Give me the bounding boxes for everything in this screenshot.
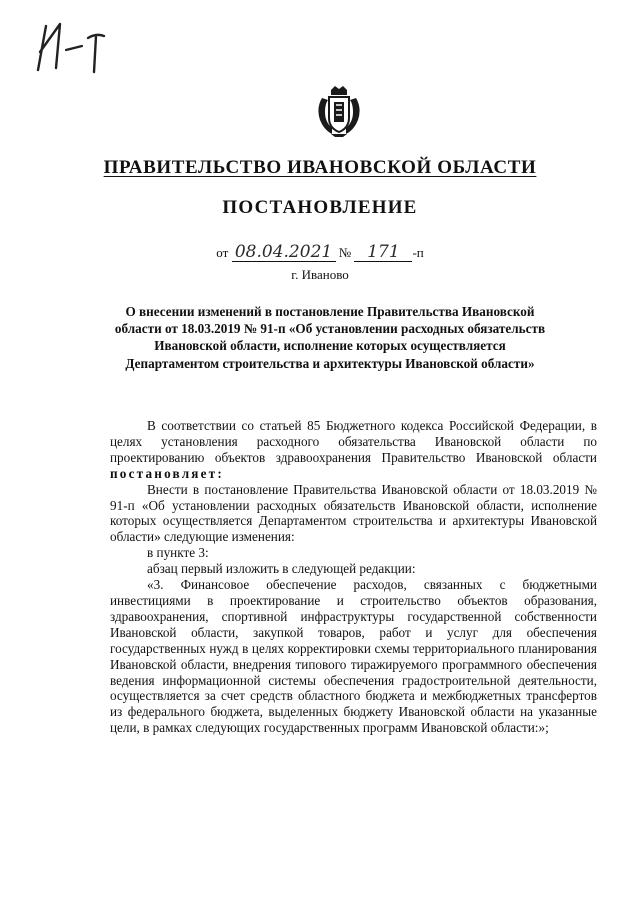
document-type: ПОСТАНОВЛЕНИЕ [222, 197, 418, 218]
date-prefix: от [216, 245, 229, 260]
body-paragraph-2: Внести в постановление Правительства Ивановской области от 18.03.2019 № 91-п «Об установлении расходных обязательств Ивановской области, исполнение которых осуществляется Департаментом строительства и архитектуры Ивановской области» следующие изменения: [110, 481, 597, 545]
body-paragraph-5: «3. Финансовое обеспечение расходов, связанных с бюджетными инвестициями в проектирование и строительство объектов образования, здравоохранения, спортивной инфраструктуры государственной собственности Ивановской области, закупкой товаров, работ и услуг для обеспечения государственных нужд в целях корректировки схемы территориального планирования Ивановской области, внедрения типового тиражируемого программного обеспечения ведения информационной системы обеспечения градостроительной деятельности, осуществляется за счет средств областного бюджета и межбюджетных трансфертов из федерального бюджета, выделенных бюджету Ивановской области на указанные цели, в рамках следующих государственных программ Ивановской области:»; [110, 577, 597, 736]
document-body [110, 418, 597, 736]
coat-of-arms-emblem [314, 84, 364, 138]
handwritten-corner-mark [30, 18, 110, 78]
resolves-word: постановляет: [110, 465, 224, 481]
date-number-line [0, 244, 640, 262]
city-line: г. Иваново [291, 267, 349, 282]
number-sign: № [338, 245, 352, 260]
paragraph-1-text: В соответствии со статьей 85 Бюджетного кодекса Российской Федерации, в целях установления расходного обязательства Ивановской области по проектированию объектов здравоохранения Правительство Ивановской области [110, 418, 597, 465]
body-paragraph-3: в пункте 3: [147, 545, 209, 561]
handwritten-number: 171 [354, 244, 412, 262]
handwritten-date: 08.04.2021 [232, 244, 336, 262]
government-title: ПРАВИТЕЛЬСТВО ИВАНОВСКОЙ ОБЛАСТИ [103, 157, 537, 178]
number-suffix: -п [412, 245, 424, 260]
body-paragraph-4: абзац первый изложить в следующей редакции: [147, 561, 416, 577]
document-subject: О внесении изменений в постановление Правительства Ивановской области от 18.03.2019 № 91-п «Об установлении расходных обязательств Ивановской области, исполнение которых осуществляется Департаментом строительства и архитектуры Ивановской области» [114, 304, 546, 371]
body-paragraph-1 [110, 418, 597, 482]
